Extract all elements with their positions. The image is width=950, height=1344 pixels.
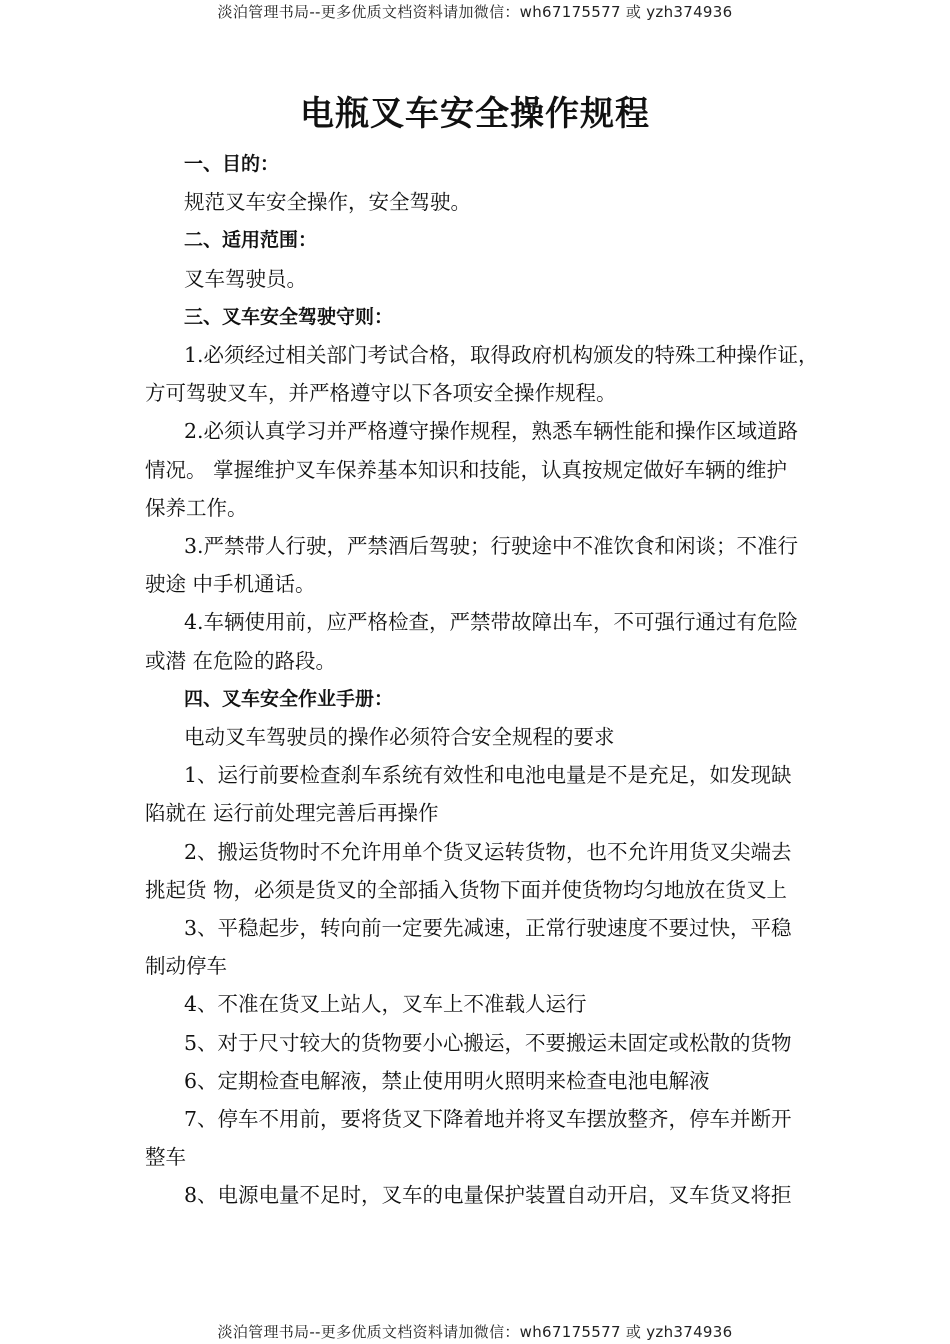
footer-watermark: 淡泊管理书局--更多优质文档资料请加微信：wh67175577 或 yzh374936 xyxy=(217,1323,733,1341)
paragraph-line: 陷就在 运行前处理完善后再操作 xyxy=(145,801,439,826)
paragraph-line: 驶途 中手机通话。 xyxy=(145,572,316,597)
paragraph-line: 规范叉车安全操作，安全驾驶。 xyxy=(184,190,471,215)
paragraph-line: 挑起货 物，必须是货叉的全部插入货物下面并使货物均匀地放在货叉上 xyxy=(145,877,788,902)
paragraph-line: 5、对于尺寸较大的货物要小心搬运，不要搬运未固定或松散的货物 xyxy=(184,1030,792,1055)
section-heading: 四、叉车安全作业手册： xyxy=(184,687,394,710)
header-watermark: 淡泊管理书局--更多优质文档资料请加微信：wh67175577 或 yzh374936 xyxy=(217,3,733,21)
paragraph-line: 或潜 在危险的路段。 xyxy=(145,648,337,673)
paragraph-line: 1、运行前要检查刹车系统有效性和电池电量是不是充足，如发现缺 xyxy=(184,763,792,788)
section-heading: 二、适用范围： xyxy=(184,229,318,252)
paragraph-line: 2.必须认真学习并严格遵守操作规程，熟悉车辆性能和操作区域道路 xyxy=(184,419,799,444)
paragraph-line: 4、不准在货叉上站人，叉车上不准载人运行 xyxy=(184,992,587,1017)
paragraph-line: 方可驾驶叉车，并严格遵守以下各项安全操作规程。 xyxy=(145,381,617,406)
paragraph-line: 8、电源电量不足时，叉车的电量保护装置自动开启，叉车货叉将拒 xyxy=(184,1183,792,1208)
paragraph-line: 整车 xyxy=(145,1145,186,1170)
paragraph-line: 电动叉车驾驶员的操作必须符合安全规程的要求 xyxy=(184,725,615,750)
paragraph-line: 情况。 掌握维护叉车保养基本知识和技能，认真按规定做好车辆的维护 xyxy=(145,457,788,482)
paragraph-line: 3、平稳起步，转向前一定要先减速，正常行驶速度不要过快，平稳 xyxy=(184,916,792,941)
paragraph-line: 制动停车 xyxy=(145,954,227,979)
paragraph-line: 6、定期检查电解液，禁止使用明火照明来检查电池电解液 xyxy=(184,1068,710,1093)
paragraph-line: 4.车辆使用前，应严格检查，严禁带故障出车，不可强行通过有危险 xyxy=(184,610,799,635)
document-body xyxy=(145,145,865,1215)
paragraph-line: 2、搬运货物时不允许用单个货叉运转货物，也不允许用货叉尖端去 xyxy=(184,839,792,864)
section-heading: 一、目的： xyxy=(184,153,280,175)
paragraph-line: 1.必须经过相关部门考试合格，取得政府机构颁发的特殊工种操作证， xyxy=(184,343,819,368)
section-heading: 三、叉车安全驾驶守则： xyxy=(184,305,394,328)
paragraph-line: 3.严禁带人行驶，严禁酒后驾驶；行驶途中不准饮食和闲谈；不准行 xyxy=(184,534,799,559)
paragraph-line: 叉车驾驶员。 xyxy=(184,266,307,291)
paragraph-line: 保养工作。 xyxy=(145,495,248,520)
document-title: 电瓶叉车安全操作规程 xyxy=(300,94,650,134)
paragraph-line: 7、停车不用前，要将货叉下降着地并将叉车摆放整齐，停车并断开 xyxy=(184,1107,792,1132)
